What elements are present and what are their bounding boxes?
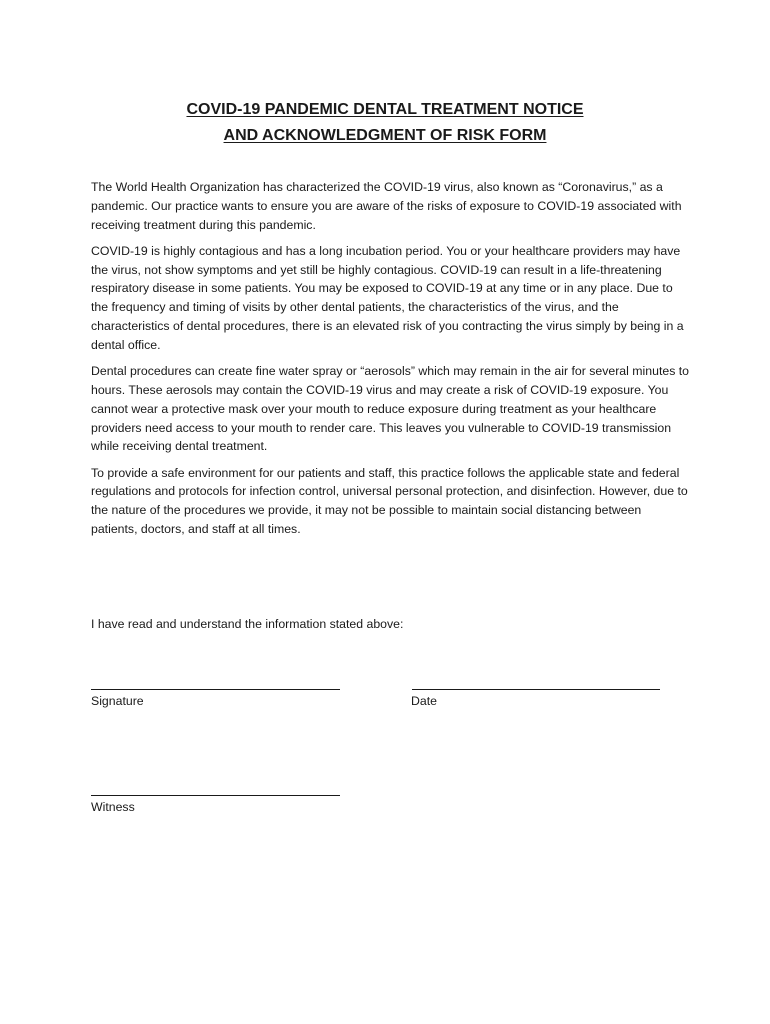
paragraph-safe-environment: To provide a safe environment for our patients and staff, this practice follows the applicable state and federal regulations and protocols for infection control, universal personal protection, and disinfection. However, due to the nature of the procedures we provide, it may not be possible to maintain social distancing between patients, doctors, and staff at all times. — [91, 465, 688, 537]
signature-label: Signature — [91, 694, 144, 708]
paragraph-who-declaration: The World Health Organization has characterized the COVID-19 virus, also known as “Coronavirus,” as a pandemic. Our practice wants to ensure you are aware of the risks of exposure to COVID-19 associated with receiving treatment during this pandemic. — [91, 180, 682, 232]
paragraph-aerosols: Dental procedures can create fine water spray or “aerosols” which may remain in the air for several minutes to hours. These aerosols may contain the COVID-19 virus and may create a risk of COVID-19 exposure. You cannot wear a protective mask over your mouth to reduce exposure during treatment as your healthcare providers need access to your mouth to render care. This leaves you vulnerable to COVID-19 transmission while receiving dental treatment. — [91, 364, 690, 454]
title-line-2: AND ACKNOWLEDGMENT OF RISK FORM — [223, 127, 547, 144]
document-title — [0, 97, 770, 149]
document-body — [91, 178, 691, 546]
date-line[interactable] — [412, 689, 660, 690]
title-line-1: COVID-19 PANDEMIC DENTAL TREATMENT NOTICE — [186, 101, 584, 118]
acknowledgment-statement: I have read and understand the information stated above: — [91, 617, 404, 631]
date-label: Date — [411, 694, 437, 708]
witness-label: Witness — [91, 800, 135, 814]
paragraph-contagion-risk: COVID-19 is highly contagious and has a long incubation period. You or your healthcare providers may have the virus, not show symptoms and yet still be highly contagious. COVID-19 can result in a life-threatening respiratory disease in some patients. You may be exposed to COVID-19 at any time or in any place. Due to the frequency and timing of visits by other dental patients, the characteristics of the virus, and the characteristics of dental procedures, there is an elevated risk of you contracting the virus simply by being in a dental office. — [91, 243, 684, 352]
signature-line[interactable] — [91, 689, 340, 690]
witness-line[interactable] — [91, 795, 340, 796]
